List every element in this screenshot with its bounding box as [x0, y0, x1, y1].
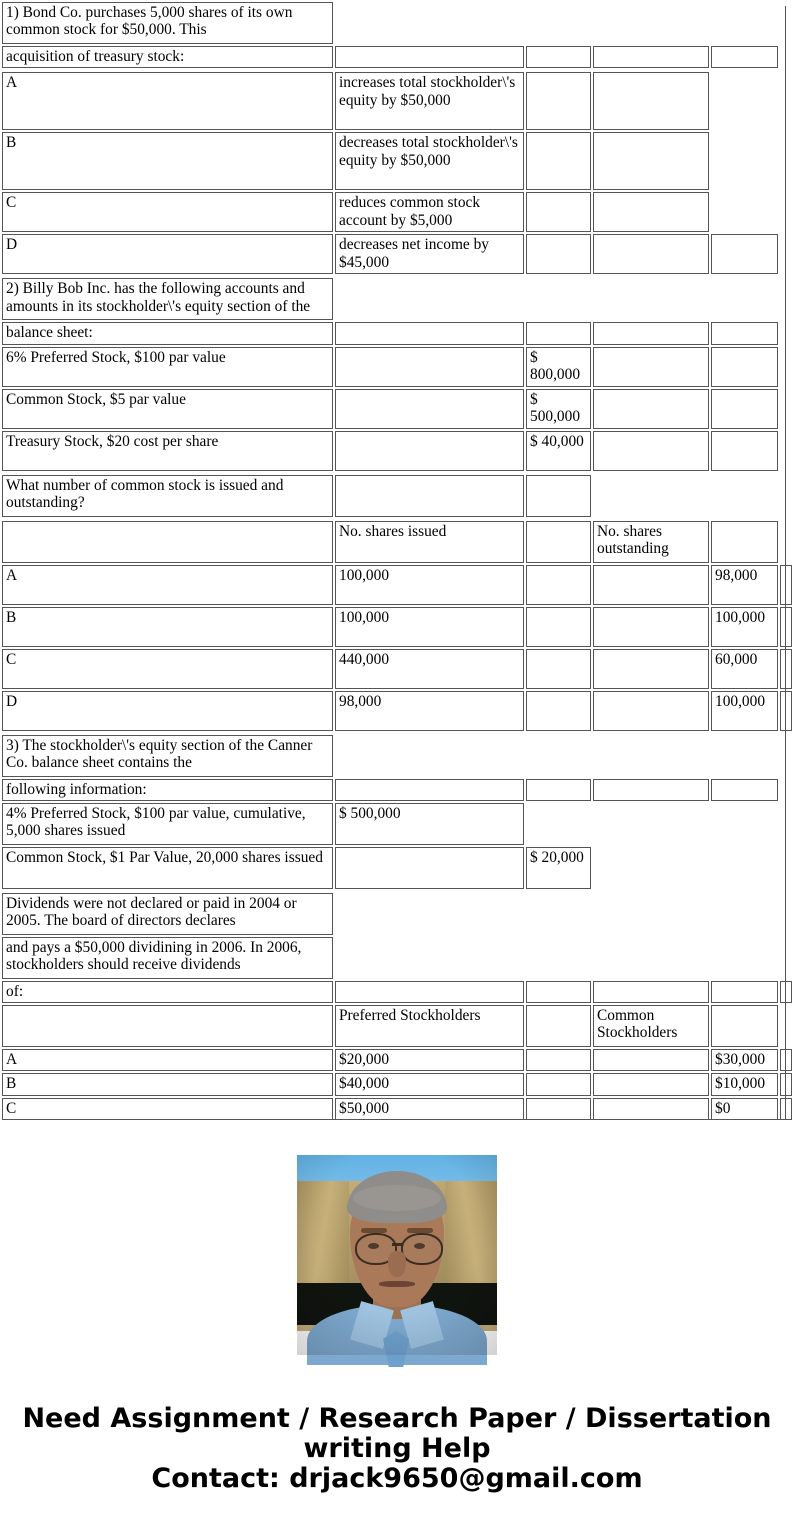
q3-option-a-common: $30,000: [711, 1049, 778, 1071]
q2-account-amount-1: $ 500,000: [526, 389, 591, 429]
q2-header-outstanding: No. shares outstanding: [593, 521, 709, 563]
q3-account-amount-0: $ 500,000: [335, 803, 524, 845]
q3-option-b-common: $10,000: [711, 1073, 778, 1095]
q3-option-c-preferred: $50,000: [335, 1098, 524, 1120]
promo-line-1: Need Assignment / Research Paper / Dissertation: [22, 1403, 772, 1434]
q3-option-a-preferred: $20,000: [335, 1049, 524, 1071]
avatar-vignette: [297, 1155, 497, 1355]
q2-option-a-letter: A: [2, 565, 333, 605]
q3-option-b-preferred: $40,000: [335, 1073, 524, 1095]
q1-prompt-line-1: 1) Bond Co. purchases 5,000 shares of its own common stock for $50,000. This: [2, 2, 333, 44]
q3-narrative-line-2: and pays a $50,000 dividining in 2006. In 2006, stockholders should receive dividends: [2, 937, 333, 979]
q2-header-issued: No. shares issued: [335, 521, 524, 563]
q1-option-d-text: decreases net income by $45,000: [335, 234, 524, 274]
q2-option-c-issued: 440,000: [335, 649, 524, 689]
q3-header-preferred: Preferred Stockholders: [335, 1005, 524, 1047]
promo-text-block: [0, 1404, 794, 1495]
q2-option-b-issued: 100,000: [335, 607, 524, 647]
q1-option-c-text: reduces common stock account by $5,000: [335, 192, 524, 232]
q3-account-label-1: Common Stock, $1 Par Value, 20,000 shares issued: [2, 847, 333, 889]
q3-prompt-line-1: 3) The stockholder\'s equity section of the Canner Co. balance sheet contains the: [2, 735, 333, 777]
q1-option-a-letter: A: [2, 72, 333, 130]
q3-account-label-0: 4% Preferred Stock, $100 par value, cumulative, 5,000 shares issued: [2, 803, 333, 845]
q3-option-c-common: $0: [711, 1098, 778, 1120]
promo-line-3: Contact: drjack9650@gmail.com: [151, 1463, 643, 1495]
q2-prompt-line-1: 2) Billy Bob Inc. has the following accounts and amounts in its stockholder\'s equity section of the: [2, 278, 333, 320]
q2-account-amount-0: $ 800,000: [526, 347, 591, 387]
avatar: [297, 1155, 497, 1355]
q3-narrative-line-3: of:: [2, 981, 333, 1003]
q2-option-a-issued: 100,000: [335, 565, 524, 605]
q3-narrative-line-1: Dividends were not declared or paid in 2004 or 2005. The board of directors declares: [2, 893, 333, 935]
q1-option-b-text: decreases total stockholder\'s equity by $50,000: [335, 132, 524, 190]
promo-line-2: writing Help: [303, 1433, 491, 1465]
q2-prompt-line-2: balance sheet:: [2, 322, 333, 344]
q3-option-b-letter: B: [2, 1073, 333, 1095]
q3-header-common: Common Stockholders: [593, 1005, 709, 1047]
q2-option-d-outstanding: 100,000: [711, 691, 778, 731]
q1-option-a-text: increases total stockholder\'s equity by $50,000: [335, 72, 524, 130]
q2-option-d-issued: 98,000: [335, 691, 524, 731]
q2-option-b-letter: B: [2, 607, 333, 647]
q2-option-c-outstanding: 60,000: [711, 649, 778, 689]
q1-option-b-letter: B: [2, 132, 333, 190]
q2-account-label-1: Common Stock, $5 par value: [2, 389, 333, 429]
promo-banner: [0, 1122, 794, 1523]
q1-option-d-letter: D: [2, 234, 333, 274]
q1-prompt-line-2: acquisition of treasury stock:: [2, 46, 333, 68]
q2-option-c-letter: C: [2, 649, 333, 689]
q2-option-b-outstanding: 100,000: [711, 607, 778, 647]
q3-account-amount-1: $ 20,000: [526, 847, 591, 889]
q3-prompt-line-2: following information:: [2, 779, 333, 801]
outer-table-frame: [7, 6, 786, 1120]
q2-account-label-2: Treasury Stock, $20 cost per share: [2, 431, 333, 471]
q2-option-d-letter: D: [2, 691, 333, 731]
q1-option-c-letter: C: [2, 192, 333, 232]
q2-account-label-0: 6% Preferred Stock, $100 par value: [2, 347, 333, 387]
q2-account-amount-2: $ 40,000: [526, 431, 591, 471]
q3-option-a-letter: A: [2, 1049, 333, 1071]
q2-option-a-outstanding: 98,000: [711, 565, 778, 605]
q2-sub-question: What number of common stock is issued and outstanding?: [2, 475, 333, 517]
q3-option-c-letter: C: [2, 1098, 333, 1120]
